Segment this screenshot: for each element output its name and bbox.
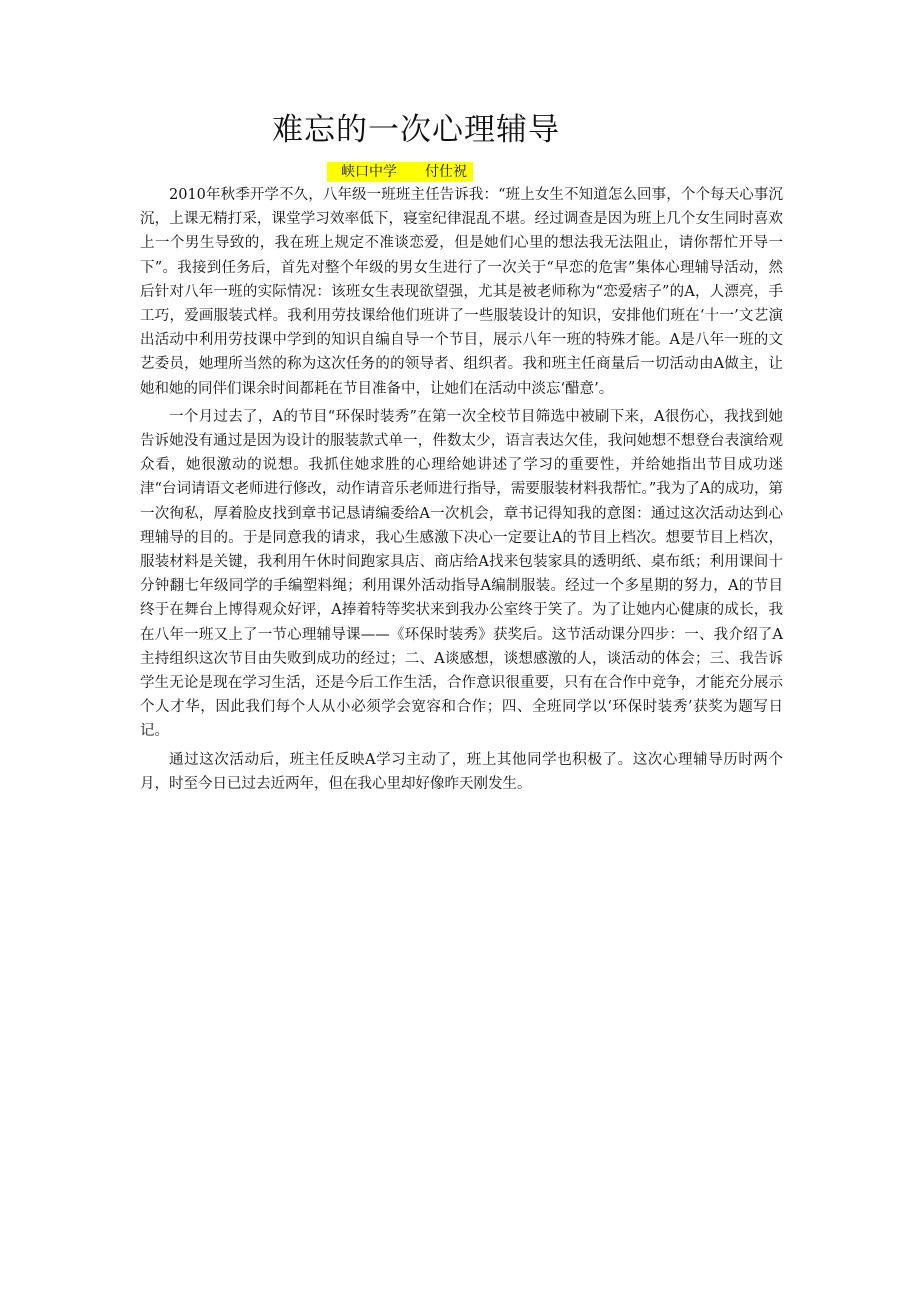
paragraph: 2010年秋季开学不久，八年级一班班主任告诉我：“班上女生不知道怎么回事，个个每天心事沉沉，上课无精打采，课堂学习效率低下，寝室纪律混乱不堪。经过调查是因为班上几个女生同时喜欢上一个男生导致的，我在班上规定不准谈恋爱，但是她们心里的想法我无法阻止，请你帮忙开导一下”。我接到任务后，首先对整个年级的男女生进行了一次关于“早恋的危害”集体心理辅导活动，然后针对八年一班的实际情况：该班女生表现欲望强，尤其是被老师称为“恋爱痞子”的A，人漂亮，手工巧，爱画服装式样。我利用劳技课给他们班讲了一些服装设计的知识，安排他们班在‘十一’文艺演出活动中利用劳技课中学到的知识自编自导一个节目，展示八年一班的特殊才能。A是八年一班的文艺委员，她理所当然的称为这次任务的的领导者、组织者。我和班主任商量后一切活动由A做主，让她和她的同伴们课余时间都耗在节目准备中，让她们在活动中淡忘‘醋意’。	[140, 187, 783, 397]
byline-highlight	[327, 162, 473, 182]
byline-school: 峡口中学	[341, 164, 397, 180]
byline-author: 付仕祝	[425, 164, 467, 180]
document-title: 难忘的一次心理辅导	[272, 112, 560, 148]
paragraph: 通过这次活动后，班主任反映A学习主动了，班上其他同学也积极了。这次心理辅导历时两个月，时至今日已过去近两年，但在我心里却好像昨天刚发生。	[140, 751, 783, 792]
paragraph: 一个月过去了，A的节目“环保时装秀”在第一次全校节目筛选中被刷下来，A很伤心，我找到她告诉她没有通过是因为设计的服装款式单一，件数太少，语言表达欠佳，我问她想不想登台表演给观众看，她很激动的说想。我抓住她求胜的心理给她讲述了学习的重要性，并给她指出节目成功迷津“台词请语文老师进行修改，动作请音乐老师进行指导，需要服装材料我帮忙。”我为了A的成功，第一次徇私，厚着脸皮找到章书记恳请编委给A一次机会，章书记得知我的意图：通过这次活动达到心理辅导的目的。于是同意我的请求，我心生感激下决心一定要让A的节目上档次。想要节目上档次，服装材料是关键，我利用午休时间跑家具店、商店给A找来包装家具的透明纸、桌布纸；利用课间十分钟翻七年级同学的手编塑料绳；利用课外活动指导A编制服装。经过一个多星期的努力，A的节目终于在舞台上博得观众好评，A捧着特等奖状来到我办公室终于笑了。为了让她内心健康的成长，我在八年一班又上了一节心理辅导课——《环保时装秀》获奖后。这节活动课分四步：一、我介绍了A主持组织这次节目由失败到成功的经过；二、A谈感想，谈想感激的人，谈活动的体会；三、我告诉学生无论是现在学习生活，还是今后工作生活，合作意识很重要，只有在合作中竞争，才能充分展示个人才华，因此我们每个人从小必须学会宽容和合作；四、全班同学以‘环保时装秀’获奖为题写日记。	[140, 408, 783, 740]
article-body	[140, 183, 783, 800]
